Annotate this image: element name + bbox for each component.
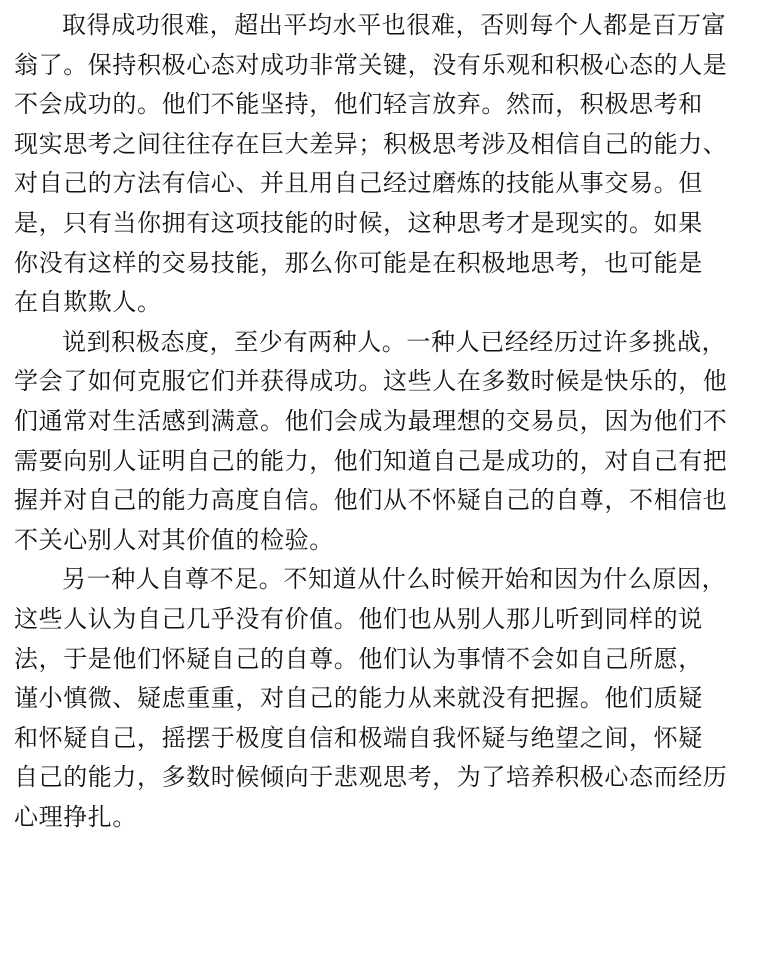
text-line: 这些人认为自己几乎没有价值。他们也从别人那儿听到同样的说 bbox=[14, 604, 703, 633]
text-line: 翁了。保持积极心态对成功非常关键，没有乐观和积极心态的人是 bbox=[14, 50, 728, 79]
text-line: 在自欺欺人。 bbox=[14, 288, 162, 317]
text-line: 心理挣扎。 bbox=[14, 802, 137, 831]
text-line: 是，只有当你拥有这项技能的时候，这种思考才是现实的。如果 bbox=[14, 208, 703, 237]
text-line: 对自己的方法有信心、并且用自己经过磨炼的技能从事交易。但 bbox=[14, 169, 703, 198]
text-line: 和怀疑自己，摇摆于极度自信和极端自我怀疑与绝望之间，怀疑 bbox=[14, 723, 703, 752]
text-line: 另一种人自尊不足。不知道从什么时候开始和因为什么原因， bbox=[62, 565, 727, 594]
text-line: 握并对自己的能力高度自信。他们从不怀疑自己的自尊，不相信也 bbox=[14, 486, 728, 515]
text-line: 学会了如何克服它们并获得成功。这些人在多数时候是快乐的，他 bbox=[14, 367, 728, 396]
text-line: 现实思考之间往往存在巨大差异；积极思考涉及相信自己的能力、 bbox=[14, 129, 728, 158]
text-line: 自己的能力，多数时候倾向于悲观思考，为了培养积极心态而经历 bbox=[14, 763, 728, 792]
text-line: 法，于是他们怀疑自己的自尊。他们认为事情不会如自己所愿， bbox=[14, 644, 703, 673]
text-line: 们通常对生活感到满意。他们会成为最理想的交易员，因为他们不 bbox=[14, 406, 728, 435]
paragraph-3 bbox=[14, 560, 750, 837]
text-line: 取得成功很难，超出平均水平也很难，否则每个人都是百万富 bbox=[62, 11, 727, 39]
text-line: 说到积极态度，至少有两种人。一种人已经经历过许多挑战， bbox=[62, 327, 727, 356]
text-line: 需要向别人证明自己的能力，他们知道自己是成功的，对自己有把 bbox=[14, 446, 728, 475]
text-line: 不会成功的。他们不能坚持，他们轻言放弃。然而，积极思考和 bbox=[14, 90, 703, 119]
text-line: 谨小慎微、疑虑重重，对自己的能力从来就没有把握。他们质疑 bbox=[14, 684, 703, 713]
text-line: 不关心别人对其价值的检验。 bbox=[14, 525, 334, 554]
text-line: 你没有这样的交易技能，那么你可能是在积极地思考，也可能是 bbox=[14, 248, 703, 277]
paragraph-1 bbox=[14, 6, 750, 323]
paragraph-2 bbox=[14, 323, 750, 561]
